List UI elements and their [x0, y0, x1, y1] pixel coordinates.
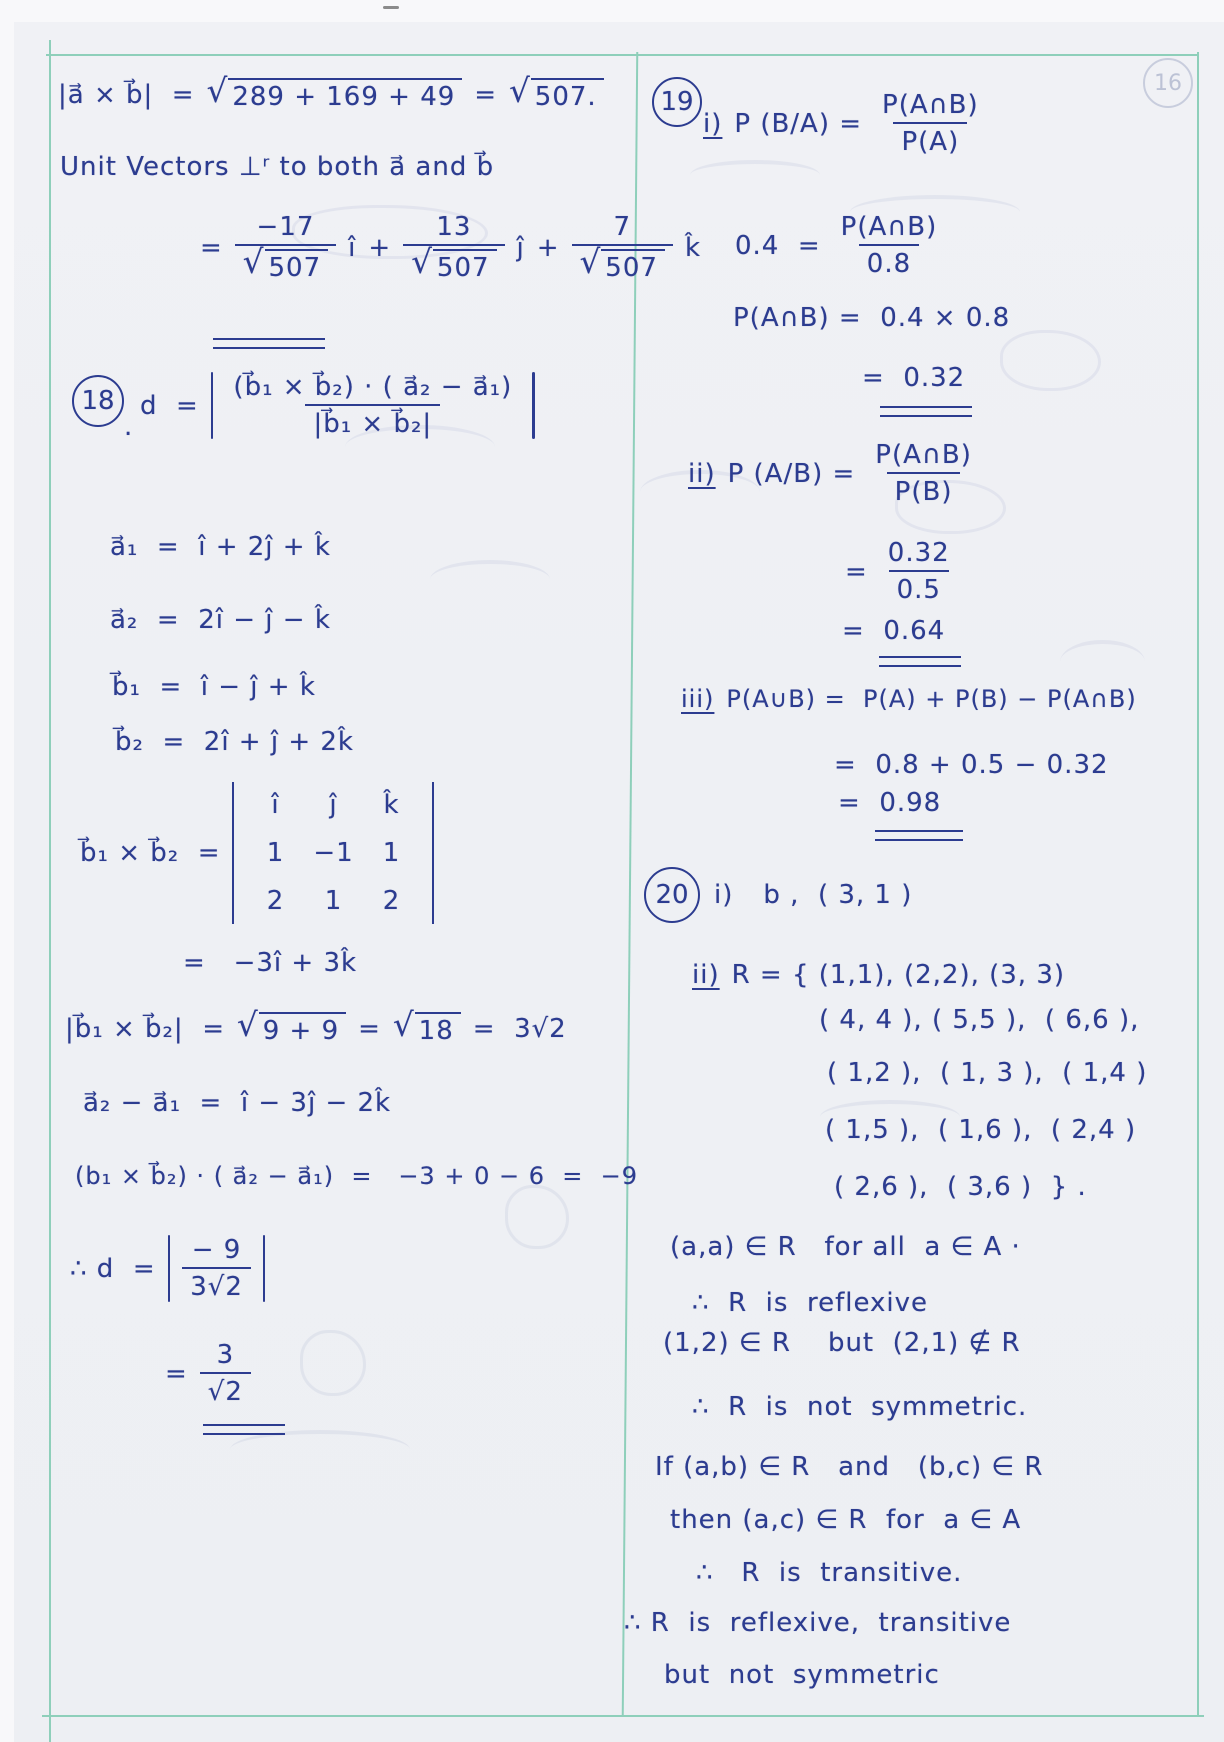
equation-text: a⃗₂ − a⃗₁ = î − 3ĵ − 2k̂ [83, 1088, 392, 1118]
eq-lhs: P (B/A) = [734, 108, 863, 139]
matrix-cell: −1 [313, 838, 354, 868]
equation-result: = 3√2 [472, 1014, 567, 1044]
equation-text: = 0.98 [838, 788, 942, 818]
answer-text: b , ( 3, 1 ) [763, 880, 913, 910]
denominator: |b⃗₁ × b⃗₂| [305, 404, 440, 439]
matrix-cell: 1 [382, 838, 401, 868]
numerator: (b⃗₁ × b⃗₂) · ( a⃗₂ − a⃗₁) [233, 372, 513, 402]
eq-lhs: ∴ d = [70, 1253, 156, 1284]
equals-sign: = [358, 1014, 381, 1044]
statement-text: ∴ R is reflexive, transitive [624, 1608, 1012, 1638]
question-number-dot [124, 412, 133, 442]
eq-p-b-given-a [703, 90, 987, 157]
bleed-through-mark [505, 1185, 569, 1249]
numerator: − 9 [191, 1235, 242, 1265]
matrix-cell: ĵ [329, 790, 338, 820]
eq-a1 [110, 532, 331, 562]
fraction [572, 212, 673, 283]
radical-sign: √ [579, 243, 602, 281]
denominator: 0.5 [889, 570, 949, 605]
numerator: P(A∩B) [875, 440, 972, 470]
denominator [403, 244, 504, 283]
statement-text: ∴ R is not symmetric. [692, 1392, 1028, 1422]
radical-sign: √ [509, 72, 531, 110]
radical-sign: √ [242, 243, 265, 281]
equation-text: (b₁ × b⃗₂) · ( a⃗₂ − a⃗₁) = −3 + 0 − 6 = −9 [75, 1162, 638, 1190]
margin-line-top [46, 54, 1199, 56]
part-label-i: i) [714, 880, 734, 910]
statement-text: ∴ R is reflexive [692, 1288, 928, 1318]
relation-set-line-4 [825, 1115, 1136, 1145]
denominator [235, 244, 336, 283]
final-conclusion-line-1 [624, 1608, 1011, 1638]
eq-a2 [110, 605, 331, 635]
statement-text: ∴ R is transitive. [696, 1558, 963, 1588]
matrix-cell: 2 [266, 886, 285, 916]
eq-lhs: d = [140, 390, 199, 421]
scan-speck [383, 6, 399, 9]
equals-sign: = [165, 1358, 188, 1389]
caption-text: Unit Vectors ⊥ʳ to both a⃗ and b⃗ [60, 152, 495, 182]
question-number-18 [72, 375, 124, 427]
radicand: 507 [601, 249, 665, 283]
question-number-text: 19 [660, 87, 694, 117]
radicand: 507 [265, 249, 329, 283]
denominator: 0.8 [859, 244, 919, 279]
eq-lhs: P (A/B) = [727, 458, 856, 489]
bleed-through-mark [1060, 640, 1145, 684]
radical-sign: √ [392, 1006, 415, 1044]
eq-cross-magnitude-2 [65, 1006, 567, 1046]
dot: . [124, 412, 134, 442]
radical-sign: √ [411, 243, 433, 281]
numerator: 13 [436, 212, 472, 242]
radicand: 18 [415, 1012, 461, 1046]
relation-set-line-2 [819, 1005, 1139, 1035]
matrix-cell: 1 [324, 886, 343, 916]
scan-edge-left [0, 0, 14, 1742]
sqrt-expression [237, 1006, 346, 1046]
bleed-page-number-text: 16 [1154, 70, 1182, 96]
equation-text: = 0.8 + 0.5 − 0.32 [834, 750, 1109, 780]
matrix-cell: 2 [382, 886, 401, 916]
eq-distance-formula [140, 372, 535, 439]
symmetric-conclusion [692, 1392, 1027, 1422]
double-underline [875, 830, 963, 841]
double-underline [213, 338, 325, 349]
bleed-through-mark [690, 160, 820, 190]
eq-cross-result [183, 948, 357, 978]
eq-union-substitution [834, 750, 1109, 780]
eq-d-result [165, 1340, 251, 1407]
eq-d-final [70, 1235, 265, 1302]
unit-vector-expression [200, 212, 701, 283]
equals-sign: = [845, 556, 868, 587]
abs-bar [532, 372, 535, 439]
radicand: 289 + 169 + 49 [228, 78, 462, 112]
statement-text: but not symmetric [664, 1660, 940, 1690]
eq-substitution [735, 212, 945, 279]
statement-text: then (a,c) ∈ R for a ∈ A [670, 1505, 1022, 1535]
part-label-ii: ii) [688, 458, 716, 489]
matrix-cell: k̂ [383, 790, 400, 820]
statement-text: (1,2) ∈ R but (2,1) ∉ R [663, 1328, 1021, 1358]
eq-lhs: |a⃗ × b⃗| = [58, 80, 195, 110]
eq-result-032 [862, 363, 965, 393]
equation-text: b⃗₂ = 2î + ĵ + 2k̂ [115, 727, 354, 757]
matrix-cell: 1 [266, 838, 285, 868]
plus-sign: + [368, 232, 392, 263]
radicand: 9 + 9 [259, 1012, 346, 1046]
eq-cross-magnitude [58, 72, 604, 112]
transitive-conclusion [696, 1558, 962, 1588]
relation-set-line-3 [827, 1058, 1147, 1088]
scan-edge-top [0, 0, 1224, 22]
unit-vector-caption [60, 152, 494, 182]
statement-text: (a,a) ∈ R for all a ∈ A · [670, 1232, 1021, 1262]
eq-p-union [681, 685, 1137, 713]
fraction [235, 212, 336, 283]
margin-line-right [1197, 52, 1199, 1716]
denominator: P(A) [893, 122, 967, 157]
equation-text: b⃗₁ = î − ĵ + k̂ [112, 672, 316, 702]
equation-text: = −3î + 3k̂ [183, 948, 358, 978]
set-text: ( 1,5 ), ( 1,6 ), ( 2,4 ) [825, 1115, 1137, 1145]
sqrt-expression [509, 72, 604, 112]
eq-b1 [112, 672, 316, 702]
symmetric-statement [663, 1328, 1021, 1358]
equals-sign: = [200, 232, 223, 263]
abs-bar [263, 1235, 266, 1302]
sqrt-expression [392, 1006, 461, 1046]
equals-sign: = [474, 80, 498, 110]
double-underline [880, 406, 972, 417]
denominator: 3√2 [182, 1267, 251, 1302]
column-divider-line [622, 52, 639, 1716]
set-text: ( 1,2 ), ( 1, 3 ), ( 1,4 ) [827, 1058, 1148, 1088]
radicand: 507. [531, 78, 604, 112]
statement-text: If (a,b) ∈ R and (b,c) ∈ R [655, 1452, 1044, 1482]
numerator: P(A∩B) [840, 212, 938, 242]
denominator: √2 [200, 1372, 251, 1407]
equation-text: P(A∪B) = P(A) + P(B) − P(A∩B) [726, 685, 1137, 713]
abs-bar [211, 372, 214, 439]
fraction [225, 372, 520, 439]
denominator [572, 244, 673, 283]
fraction [182, 1235, 251, 1302]
equation-text: = 0.32 [862, 363, 966, 393]
numerator: 0.32 [887, 538, 950, 568]
final-conclusion-line-2 [664, 1660, 940, 1690]
margin-line-bottom [42, 1715, 1204, 1717]
eq-p-intersection [733, 303, 1010, 333]
eq-result-098 [838, 788, 941, 818]
plus-sign: + [536, 232, 560, 263]
set-text: ( 4, 4 ), ( 5,5 ), ( 6,6 ), [819, 1005, 1140, 1035]
bleed-through-mark [230, 1430, 410, 1469]
transitive-statement-2 [670, 1505, 1021, 1535]
numerator: 7 [613, 212, 632, 242]
bleed-through-mark [300, 1330, 366, 1396]
numerator: −17 [256, 212, 315, 242]
question-number-text: 20 [655, 880, 689, 910]
equation-text: a⃗₁ = î + 2ĵ + k̂ [110, 532, 331, 562]
unit-j: ĵ [516, 232, 525, 263]
part-label-i: i) [703, 108, 723, 139]
eq-division [845, 538, 958, 605]
eq-cross-determinant [80, 782, 434, 924]
unit-k: k̂ [684, 232, 701, 263]
eq-lhs: |b⃗₁ × b⃗₂| = [65, 1014, 226, 1044]
relation-set-line-1 [692, 960, 1065, 990]
relation-set-line-5 [834, 1172, 1087, 1202]
eq-p-a-given-b [688, 440, 980, 507]
reflexive-conclusion [692, 1288, 928, 1318]
reflexive-statement [670, 1232, 1021, 1262]
part-label-iii: iii) [681, 685, 715, 713]
equation-text: = 0.64 [842, 616, 946, 646]
double-underline [879, 656, 961, 667]
sqrt-expression [206, 72, 463, 112]
numerator: 3 [216, 1340, 235, 1370]
radical-sign: √ [206, 72, 229, 110]
equation-text: a⃗₂ = 2î − ĵ − k̂ [110, 605, 331, 635]
bleed-page-number [1143, 58, 1193, 108]
radical-sign: √ [237, 1006, 259, 1044]
question-number-text: 18 [81, 386, 115, 416]
fraction [833, 212, 946, 279]
equation-text: P(A∩B) = 0.4 × 0.8 [733, 303, 1011, 333]
eq-a2-minus-a1 [83, 1088, 391, 1118]
bleed-through-mark [430, 560, 550, 599]
eq-lhs: 0.4 = [735, 230, 821, 261]
determinant-matrix [232, 782, 434, 924]
margin-line-left [49, 40, 51, 1742]
denominator: P(B) [887, 472, 961, 507]
eq-lhs: b⃗₁ × b⃗₂ = [80, 838, 221, 868]
bleed-through-mark [1000, 330, 1101, 391]
radicand: 507 [433, 249, 497, 283]
question-number-19 [652, 77, 702, 127]
fraction [874, 90, 987, 157]
eq-result-064 [842, 616, 945, 646]
eq-dot-product [75, 1162, 638, 1190]
abs-bar [168, 1235, 171, 1302]
question-number-20 [644, 867, 700, 923]
matrix-cell: î [271, 790, 280, 820]
set-text: ( 2,6 ), ( 3,6 ) } . [834, 1172, 1087, 1202]
part-label-ii: ii) [692, 960, 720, 990]
fraction [403, 212, 504, 283]
set-text: R = { (1,1), (2,2), (3, 3) [731, 960, 1066, 990]
double-underline [203, 1424, 285, 1435]
fraction [880, 538, 958, 605]
eq-b2 [115, 727, 354, 757]
fraction [200, 1340, 251, 1407]
transitive-statement-1 [655, 1452, 1043, 1482]
numerator: P(A∩B) [882, 90, 979, 120]
unit-i: î [348, 232, 357, 263]
fraction [867, 440, 980, 507]
answer-20-i [714, 880, 912, 910]
